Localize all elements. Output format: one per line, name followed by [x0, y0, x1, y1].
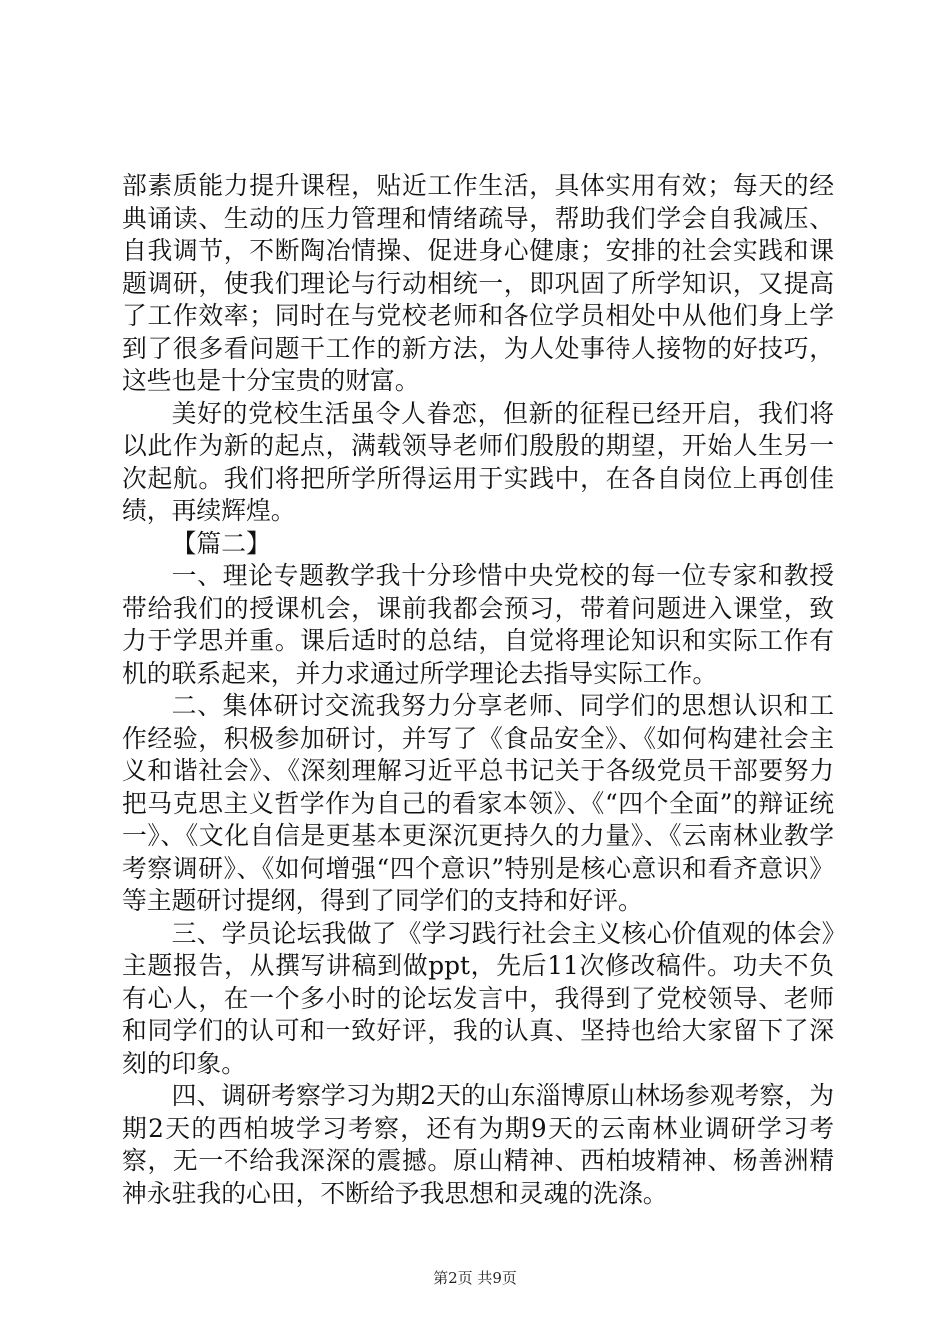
page-number: 第2页 共9页 [433, 1269, 517, 1287]
page-footer [0, 1268, 950, 1288]
paragraph-2: 美好的党校生活虽令人眷恋，但新的征程已经开启，我们将以此作为新的起点，满载领导老师们殷殷的期望，开始人生另一次起航。我们将把所学所得运用于实践中，在各自岗位上再创佳绩，再续辉煌。 [122, 398, 834, 525]
paragraph-3: 一、理论专题教学我十分珍惜中央党校的每一位专家和教授带给我们的授课机会，课前我都会预习，带着问题进入课堂，致力于学思并重。课后适时的总结，自觉将理论知识和实际工作有机的联系起来，并力求通过所学理论去指导实际工作。 [122, 561, 834, 688]
paragraph-1: 部素质能力提升课程，贴近工作生活，具体实用有效；每天的经典诵读、生动的压力管理和情绪疏导，帮助我们学会自我减压、自我调节，不断陶冶情操、促进身心健康；安排的社会实践和课题调研，使我们理论与行动相统一，即巩固了所学知识，又提高了工作效率；同时在与党校老师和各位学员相处中从他们身上学到了很多看问题干工作的新方法，为人处事待人接物的好技巧，这些也是十分宝贵的财富。 [122, 171, 834, 395]
document-body [122, 170, 834, 1210]
paragraph-5: 三、学员论坛我做了《学习践行社会主义核心价值观的体会》主题报告，从撰写讲稿到做ppt，先后11次修改稿件。功夫不负有心人，在一个多小时的论坛发言中，我得到了党校领导、老师和同学们的认可和一致好评，我的认真、坚持也给大家留下了深刻的印象。 [122, 918, 834, 1078]
paragraph-6: 四、调研考察学习为期2天的山东淄博原山林场参观考察，为期2天的西柏坡学习考察，还有为期9天的云南林业调研学习考察，无一不给我深深的震撼。原山精神、西柏坡精神、杨善洲精神永驻我的心田，不断给予我思想和灵魂的洗涤。 [122, 1081, 834, 1208]
paragraph-4: 二、集体研讨交流我努力分享老师、同学们的思想认识和工作经验，积极参加研讨，并写了《食品安全》、《如何构建社会主义和谐社会》、《深刻理解习近平总书记关于各级党员干部要努力把马克思主义哲学作为自己的看家本领》、《“四个全面”的辩证统一》、《文化自信是更基本更深沉更持久的力量》、《云南林业教学考察调研》、《如何增强“四个意识”特别是核心意识和看齐意识》等主题研讨提纲，得到了同学们的支持和好评。 [122, 691, 834, 915]
section-heading: 【篇二】 [171, 528, 271, 558]
